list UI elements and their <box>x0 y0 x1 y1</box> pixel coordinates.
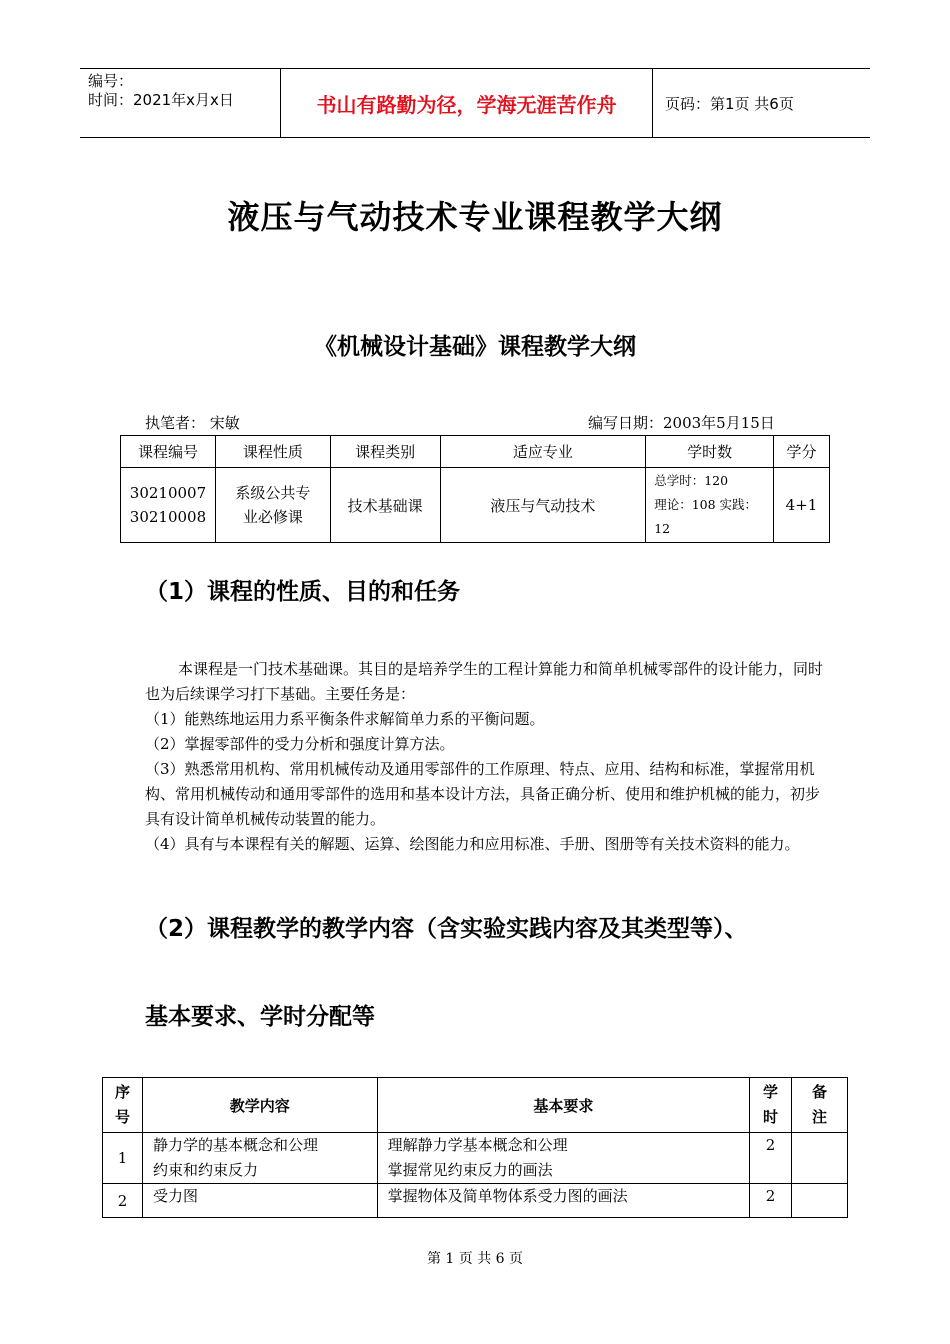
course-nature-cell <box>215 468 330 543</box>
row-content-line: 约束和约束反力 <box>152 1161 258 1179</box>
course-code-1: 30210007 <box>129 484 207 502</box>
hours-practice: 12 <box>654 521 671 536</box>
paragraph: （1）能熟练地运用力系平衡条件求解简单力系的平衡问题。 <box>145 710 545 728</box>
course-code-cell <box>121 468 216 543</box>
paragraph: （3）熟悉常用机构、常用机械传动及通用零部件的工作原理、特点、应用、结构和标准，掌握常用机构、常用机械传动和通用零部件的选用和基本设计方法，具备正确分析、使用和维护机械的能力，初步具有设计简单机械传动装置的能力。 <box>145 760 821 828</box>
section1-body <box>145 657 825 857</box>
header-hours: 学时数 <box>646 436 774 468</box>
row-hours: 2 <box>750 1184 792 1218</box>
course-code-2: 30210008 <box>129 508 207 526</box>
header-hours <box>750 1078 792 1133</box>
course-major: 液压与气动技术 <box>440 468 646 543</box>
course-nature-line1: 系级公共专 <box>235 484 311 502</box>
header-note <box>792 1078 848 1133</box>
course-credits: 4+1 <box>774 468 830 543</box>
author-line: 执笔者： 宋敏 <box>145 414 240 432</box>
hours-total: 总学时：120 <box>654 473 729 488</box>
header-requirement: 基本要求 <box>377 1078 749 1133</box>
header-hours-1: 学 <box>763 1083 779 1101</box>
section2-heading-line2: 基本要求、学时分配等 <box>145 1004 375 1030</box>
row-seq: 1 <box>103 1133 143 1184</box>
row-requirement <box>377 1184 749 1218</box>
header-major: 适应专业 <box>440 436 646 468</box>
row-content-line: 受力图 <box>152 1187 198 1205</box>
header-course-category: 课程类别 <box>330 436 440 468</box>
course-info-table <box>120 435 830 543</box>
header-credits: 学分 <box>774 436 830 468</box>
hours-split: 理论：108 实践： <box>654 497 758 512</box>
paragraph: （2）掌握零部件的受力分析和强度计算方法。 <box>145 735 455 753</box>
header-note-2: 注 <box>812 1108 828 1126</box>
header-course-code: 课程编号 <box>121 436 216 468</box>
paragraph: 本课程是一门技术基础课。其目的是培养学生的工程计算能力和简单机械零部件的设计能力，同时也为后续课学习打下基础。主要任务是： <box>145 660 824 703</box>
table-row <box>103 1133 848 1184</box>
row-seq: 2 <box>103 1184 143 1218</box>
header-content: 教学内容 <box>142 1078 377 1133</box>
page-header <box>80 68 870 138</box>
course-nature-line2: 业必修课 <box>242 508 303 526</box>
header-course-nature: 课程性质 <box>215 436 330 468</box>
header-seq-2: 号 <box>114 1108 130 1126</box>
row-content <box>142 1133 377 1184</box>
row-hours: 2 <box>750 1133 792 1184</box>
section1-heading: （1）课程的性质、目的和任务 <box>145 579 461 605</box>
document-title: 液压与气动技术专业课程教学大纲 <box>227 198 723 236</box>
course-hours-cell <box>646 468 774 543</box>
number-label: 编号： <box>88 72 134 90</box>
page-footer: 第 1 页 共 6 页 <box>426 1251 524 1267</box>
time-label: 时间：2021年x月x日 <box>88 91 234 109</box>
course-title: 《机械设计基础》课程教学大纲 <box>314 334 636 360</box>
course-category: 技术基础课 <box>330 468 440 543</box>
row-requirement-line: 掌握常见约束反力的画法 <box>387 1161 553 1179</box>
row-requirement-line: 掌握物体及简单物体系受力图的画法 <box>387 1187 628 1205</box>
page-info: 页码：第1页 共6页 <box>665 94 794 113</box>
table-row <box>103 1184 848 1218</box>
motto: 书山有路勤为径，学海无涯苦作舟 <box>280 69 653 137</box>
row-requirement <box>377 1133 749 1184</box>
header-meta-cell <box>80 69 280 137</box>
content-table <box>102 1077 848 1218</box>
section2-heading-line1: （2）课程教学的教学内容（含实验实践内容及其类型等）、 <box>145 916 748 942</box>
row-note <box>792 1133 848 1184</box>
header-seq-1: 序 <box>114 1083 130 1101</box>
header-note-1: 备 <box>812 1083 828 1101</box>
paragraph: （4）具有与本课程有关的解题、运算、绘图能力和应用标准、手册、图册等有关技术资料的能力。 <box>145 835 800 853</box>
date-line: 编写日期：2003年5月15日 <box>588 414 775 432</box>
row-content <box>142 1184 377 1218</box>
row-requirement-line: 理解静力学基本概念和公理 <box>387 1136 568 1154</box>
header-hours-2: 时 <box>763 1108 779 1126</box>
row-content-line: 静力学的基本概念和公理 <box>152 1136 318 1154</box>
row-note <box>792 1184 848 1218</box>
header-seq <box>103 1078 143 1133</box>
